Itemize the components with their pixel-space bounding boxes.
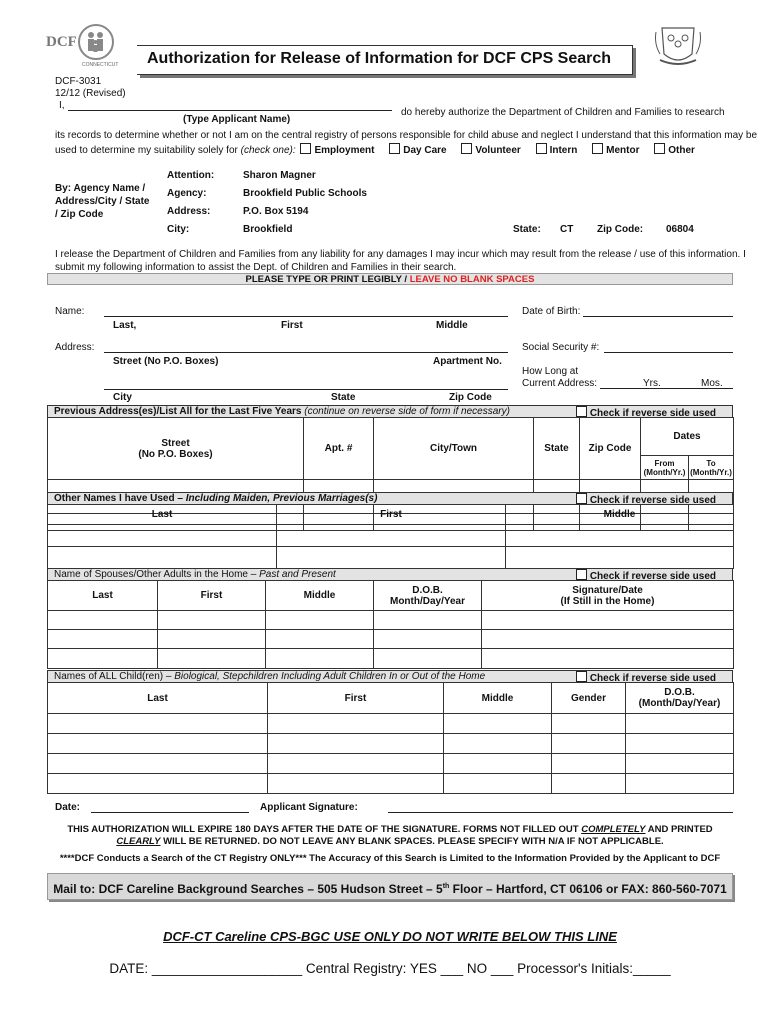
banner-black-text: PLEASE TYPE OR PRINT LEGIBLY /	[245, 274, 410, 285]
zip-label: Zip Code:	[597, 224, 644, 235]
dcf-logo-subtext: CONNECTICUT	[82, 62, 119, 68]
form-title: Authorization for Release of Information for DCF CPS Search	[147, 50, 612, 67]
title-box	[137, 45, 633, 75]
middle-caption: Middle	[436, 320, 468, 331]
how-long-line-2: Current Address:	[522, 378, 598, 389]
state-label: State:	[513, 224, 541, 235]
months-caption: Mos.	[701, 378, 723, 389]
other-names-table	[47, 504, 734, 569]
mentor-checkbox[interactable]	[592, 143, 603, 154]
agency-value: Brookfield Public Schools	[243, 188, 367, 199]
mail-to-box: Mail to: DCF Careline Background Searches – 505 Hudson Street – 5th Floor – Hartford, CT 06106 or FAX: 860-560-7071	[47, 873, 733, 900]
table-row[interactable]	[48, 714, 734, 734]
i-label: I,	[59, 100, 65, 111]
last-caption: Last,	[113, 320, 137, 331]
state-caption: State	[331, 392, 356, 403]
col-to: To (Month/Yr.)	[689, 456, 734, 480]
col-first: First	[277, 505, 506, 525]
option-volunteer[interactable]: Volunteer	[461, 145, 520, 156]
years-caption: Yrs.	[643, 378, 661, 389]
table-row[interactable]	[48, 547, 734, 569]
col-middle: Middle	[506, 505, 734, 525]
attention-value: Sharon Magner	[243, 170, 316, 181]
city-value: Brookfield	[243, 224, 293, 235]
col-gender: Gender	[552, 683, 626, 714]
expiration-notice: THIS AUTHORIZATION WILL EXPIRE 180 DAYS AFTER THE DATE OF THE SIGNATURE. FORMS NOT FILLED OUT COMPLETELY AND PRINTED CLEARLY WILL BE RETURNED. DO NOT LEAVE ANY BLANK SPACES. PLEASE SPECIFY WITH N/A IF NOT APPLICABLE.	[67, 824, 713, 847]
children-heading-note: Biological, Stepchildren Including Adult Children In or Out of the Home	[174, 671, 486, 682]
col-dates: Dates	[641, 418, 734, 456]
spouses-reverse-check[interactable]: Check if reverse side used	[576, 569, 716, 583]
release-line-2: submit my following information to assist the Dept. of Children and Families in their search.	[55, 262, 457, 273]
banner-red-text: LEAVE NO BLANK SPACES	[409, 274, 535, 285]
col-signature: Signature/Date (If Still in the Home)	[482, 581, 734, 611]
col-dob: D.O.B. Month/Day/Year	[374, 581, 482, 611]
col-last: Last	[48, 581, 158, 611]
option-intern[interactable]: Intern	[536, 145, 578, 156]
agency-label: Agency:	[167, 188, 207, 199]
office-use-heading: DCF-CT Careline CPS-BGC USE ONLY DO NOT WRITE BELOW THIS LINE	[163, 929, 617, 944]
authorize-text: do hereby authorize the Department of Children and Families to research	[401, 107, 725, 118]
col-apt: Apt. #	[304, 418, 374, 480]
city-caption: City	[113, 392, 132, 403]
col-last: Last	[48, 683, 268, 714]
dob-line[interactable]	[583, 316, 733, 317]
city-label: City:	[167, 224, 190, 235]
children-reverse-check[interactable]: Check if reverse side used	[576, 671, 716, 685]
address-line[interactable]	[104, 352, 508, 353]
check-one-label: (check one):	[240, 145, 296, 156]
agency-side-label: By: Agency Name / Address/City / State / Zip Code	[55, 183, 150, 220]
other-checkbox[interactable]	[654, 143, 665, 154]
spouses-heading-note: Past and Present	[259, 569, 336, 580]
applicant-name-caption: (Type Applicant Name)	[183, 114, 291, 125]
attention-label: Attention:	[167, 170, 215, 181]
other-names-heading-note: Including Maiden, Previous Marriages(s)	[185, 493, 378, 504]
children-checkbox[interactable]	[576, 671, 587, 682]
col-street: Street (No P.O. Boxes)	[48, 418, 304, 480]
state-seal	[652, 24, 704, 68]
table-row[interactable]	[48, 611, 734, 630]
prev-address-heading-text: Previous Address(es)/List All for the Last Five Years	[54, 406, 305, 417]
applicant-name-line[interactable]	[68, 110, 392, 111]
children-table	[47, 682, 734, 794]
form-number: DCF-3031	[55, 76, 102, 87]
prev-address-heading-note: (continue on reverse side of form if necessary)	[304, 406, 510, 417]
city-state-zip-line[interactable]	[104, 389, 508, 390]
table-row[interactable]	[48, 774, 734, 794]
registry-note: ****DCF Conducts a Search of the CT Registry ONLY*** The Accuracy of this Search is Limited to the Information Provided by the Applicant to DCF	[59, 853, 721, 864]
option-day-care[interactable]: Day Care	[389, 145, 446, 156]
dob-label: Date of Birth:	[522, 306, 581, 317]
release-line-1: I release the Department of Children and Families from any liability for any damages I may incur which may result from the release / use of this information. I	[55, 249, 746, 260]
other-names-checkbox[interactable]	[576, 493, 587, 504]
col-middle: Middle	[266, 581, 374, 611]
option-employment[interactable]: Employment	[300, 145, 374, 156]
how-long-line-1: How Long at	[522, 366, 579, 377]
table-row[interactable]	[48, 630, 734, 649]
date-label: Date:	[55, 802, 81, 813]
children-heading-text: Names of ALL Child(ren) –	[54, 671, 175, 682]
intro-line-2-prefix: used to determine my suitability solely for	[55, 145, 241, 156]
zip-caption: Zip Code	[449, 392, 492, 403]
volunteer-checkbox[interactable]	[461, 143, 472, 154]
option-other[interactable]: Other	[654, 145, 695, 156]
other-names-heading-text: Other Names I have Used –	[54, 493, 186, 504]
table-row[interactable]	[48, 754, 734, 774]
intro-line-1: its records to determine whether or not I am on the central registry of persons responsible for child abuse and neglect I understand that this information may be	[55, 130, 758, 141]
table-row[interactable]	[48, 649, 734, 669]
intro-line-2	[55, 143, 695, 156]
date-line[interactable]	[91, 812, 249, 813]
col-first: First	[268, 683, 444, 714]
address-field-label: Address:	[55, 342, 95, 353]
col-state: State	[534, 418, 580, 480]
intern-checkbox[interactable]	[536, 143, 547, 154]
name-line[interactable]	[104, 316, 508, 317]
prev-address-reverse-check[interactable]: Check if reverse side used	[576, 406, 716, 420]
col-city-town: City/Town	[374, 418, 534, 480]
ssn-line[interactable]	[604, 352, 733, 353]
other-names-reverse-check[interactable]: Check if reverse side used	[576, 493, 716, 507]
revised-date: 12/12 (Revised)	[55, 88, 126, 99]
address-value: P.O. Box 5194	[243, 206, 309, 217]
table-row[interactable]	[48, 734, 734, 754]
dcf-logo	[44, 24, 119, 72]
option-mentor[interactable]: Mentor	[592, 145, 639, 156]
spouses-checkbox[interactable]	[576, 569, 587, 580]
dcf-logo-text: DCF	[46, 34, 77, 50]
family-icon	[78, 24, 114, 60]
street-caption: Street (No P.O. Boxes)	[113, 356, 219, 367]
table-row[interactable]	[48, 525, 734, 547]
employment-checkbox[interactable]	[300, 143, 311, 154]
office-use-line: DATE: ____________________ Central Registry: YES ___ NO ___ Processor's Initials:_____	[109, 961, 671, 976]
col-first: First	[158, 581, 266, 611]
legibility-banner	[47, 273, 733, 285]
day-care-checkbox[interactable]	[389, 143, 400, 154]
applicant-signature-label: Applicant Signature:	[260, 802, 358, 813]
col-last: Last	[48, 505, 277, 525]
first-caption: First	[281, 320, 303, 331]
zip-value: 06804	[666, 224, 694, 235]
spouses-table	[47, 580, 734, 669]
apartment-caption: Apartment No.	[433, 356, 502, 367]
signature-line[interactable]	[388, 812, 733, 813]
prev-address-checkbox[interactable]	[576, 406, 587, 417]
ssn-label: Social Security #:	[522, 342, 600, 353]
col-from: From (Month/Yr.)	[641, 456, 689, 480]
name-label: Name:	[55, 306, 85, 317]
spouses-heading-text: Name of Spouses/Other Adults in the Home –	[54, 569, 260, 580]
address-label: Address:	[167, 206, 211, 217]
state-value: CT	[560, 224, 574, 235]
col-dob: D.O.B. (Month/Day/Year)	[626, 683, 734, 714]
col-zip: Zip Code	[580, 418, 641, 480]
col-middle: Middle	[444, 683, 552, 714]
